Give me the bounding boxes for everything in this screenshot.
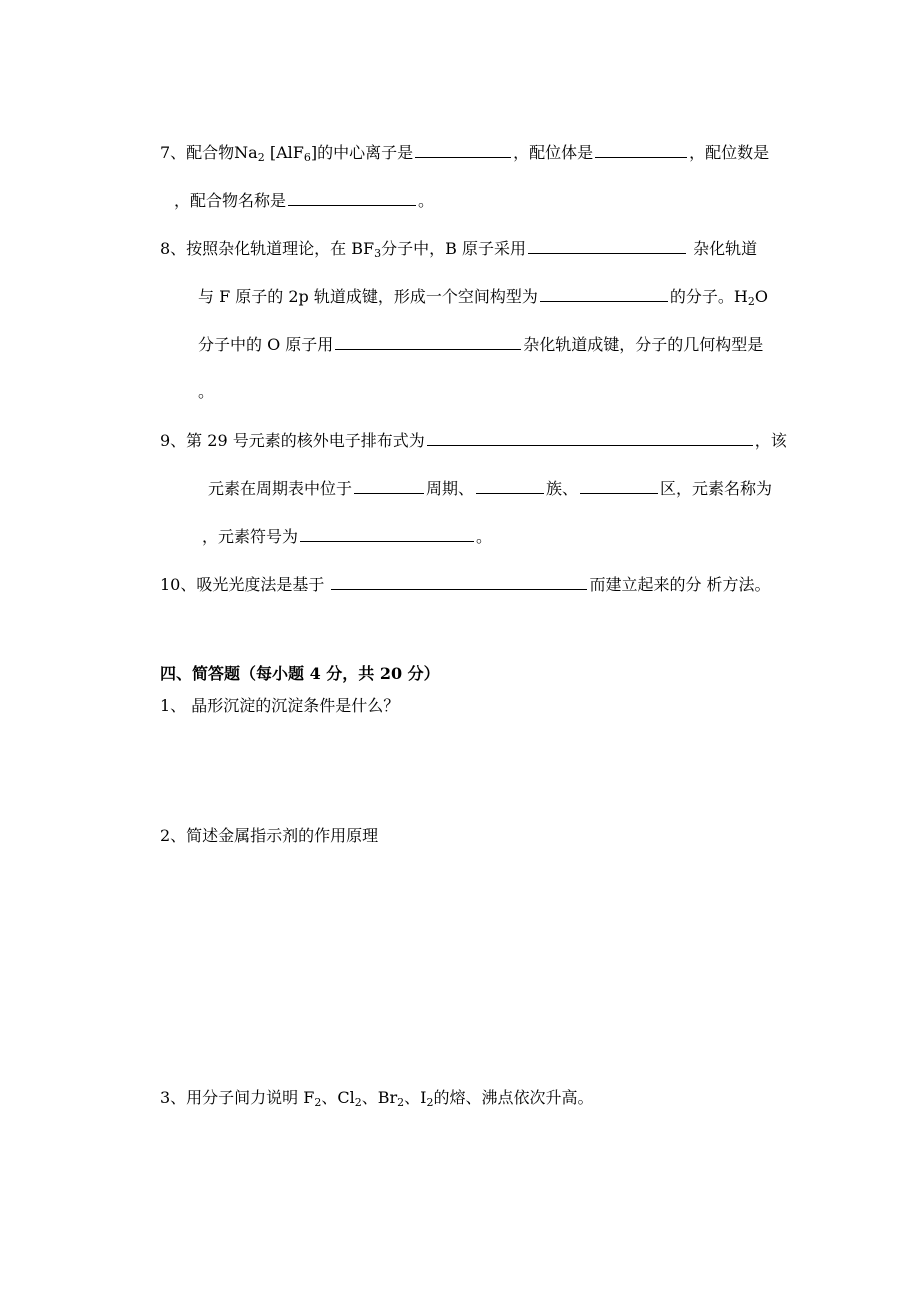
question-7-line-1: 7、配合物$Na_2$ [AlF$_6$]的中心离子是 ，配位体是 ，配位数是 [160,143,770,164]
question-8-line-3: 分子中的 O 原子用 杂化轨道成键，分子的几何构型是 [198,335,764,354]
question-8-line-4: 。 [198,382,215,401]
q8-shape-blank[interactable] [540,286,668,302]
q7-name-blank[interactable] [288,190,416,206]
question-9-line-1: 9、第 29 号元素的核外电子排布式为 ，该 [160,431,787,450]
question-7-line-2: ，配合物名称是 。 [174,191,435,210]
question-8-line-1: 8、按照杂化轨道理论，在 $BF_3$分子中，B 原子采用 杂化轨道 [160,239,758,260]
q7-text: 7、配合物Na [160,143,258,162]
section-4-question-3: 3、用分子间力说明 $F_2$、$Cl_2$、$Br_2$、$I_2$的熔、沸点依次升高。 [160,1088,594,1109]
question-9-line-3: ，元素符号为 。 [202,527,493,546]
question-8-line-2: 与 F 原子的 2p 轨道成键，形成一个空间构型为 的分子。$H_2O$ [198,287,768,308]
section-4-question-1: 1、 晶形沉淀的沉淀条件是什么？ [160,696,400,715]
q10-basis-blank[interactable] [331,574,587,590]
q9-group-blank[interactable] [476,478,544,494]
q9-config-blank[interactable] [427,430,753,446]
q9-block-blank[interactable] [580,478,658,494]
q9-period-blank[interactable] [354,478,424,494]
q7-ligand-blank[interactable] [595,142,687,158]
question-9-line-2: 元素在周期表中位于 周期、 族、 区，元素名称为 [208,479,773,498]
section-4-question-2: 2、简述金属指示剂的作用原理 [160,826,379,845]
q8-o-hybrid-blank[interactable] [335,334,521,350]
q8-b-hybrid-blank[interactable] [528,238,686,254]
q7-central-ion-blank[interactable] [415,142,511,158]
q9-symbol-blank[interactable] [300,526,474,542]
section-4-heading: 四、简答题（每小题 4 分，共 20 分） [160,664,440,683]
question-10-line-1: 10、吸光光度法是基于 而建立起来的分 析方法。 [160,575,771,594]
